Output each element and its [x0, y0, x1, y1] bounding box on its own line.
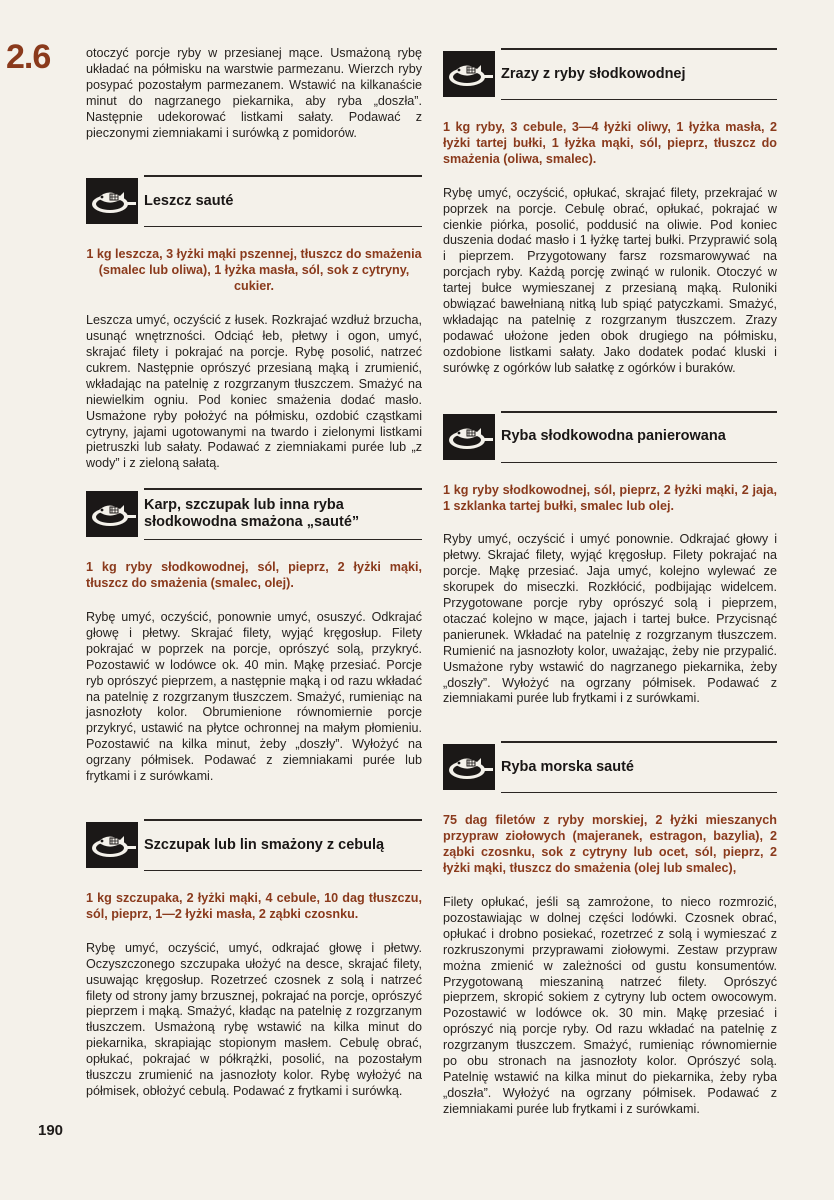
page-number: 190 [38, 1122, 64, 1139]
frying-fish-icon [443, 744, 495, 790]
recipe-heading [86, 173, 422, 229]
frying-fish-icon [443, 51, 495, 97]
recipe-heading [443, 739, 777, 795]
frying-fish-icon [86, 822, 138, 868]
section-number: 2.6 [6, 38, 51, 76]
recipe-ingredients: 1 kg szczupaka, 2 łyżki mąki, 4 cebule, 10 dag tłuszczu, sól, pieprz, 1—2 łyżki masła, 2 ząbki czosnku. [86, 891, 422, 921]
recipe-title: Szczupak lub lin smażony z cebulą [144, 836, 385, 853]
intro-continuation: otoczyć porcje ryby w przesianej mące. Usmażoną rybę układać na półmisku na warstwie parmezanu. Wierzch ryby posypać pozostałym parmezanem. Wstawić na kilkanaście minut do nagrzanego piekarnika, aby ryba „doszła”. Następnie udekorować listkami sałaty. Podawać z pieczonymi ziemniakami i surówką z pomidorów. [86, 46, 422, 140]
recipe-heading [443, 409, 777, 465]
recipe-ingredients: 1 kg leszcza, 3 łyżki mąki pszennej, tłuszcz do smażenia (smalec lub oliwa), 1 łyżka masła, sól, sok z cytryny, cukier. [86, 247, 422, 294]
recipe-method: Rybę umyć, oczyścić, opłukać, skrajać filety, przekrajać w poprzek na porcje. Cebulę obrać, opłukać, pokrajać w cienkie piórka, posolić, poddusić na oliwie. Pod koniec duszenia dodać masło i 1 łyżkę tartej bułki. Przyprawić solą i pieprzem. Przygotowany farsz rozsmarowywać na porcjach ryby. Każdą porcję zwinąć w rulonik. Otoczyć w tartej bułce wymieszanej z przesianą mąką. Ruloniki obwiązać bawełnianą nitką lub spiąć patyczkami. Smażyć, wkładając na patelnię z rozgrzanym tłuszczem. Zrazy podawać ułożone jeden obok drugiego na półmisku, ozdobione listkami sałaty. Jako dodatek podać kluski i surówkę z ogórków lub sałatkę z ogórków i buraków. [443, 185, 777, 375]
frying-fish-icon [443, 414, 495, 460]
recipe-method: Filety opłukać, jeśli są zamrożone, to nieco rozmrozić, pozostawiając w dolnej części lodówki. Czosnek obrać, opłukać i drobno posiekać, rozetrzeć z solą i wymieszać z rozkruszonymi przyprawami ziołowymi. Zestaw przypraw można zmienić w zależności od gustu konsumentów. Przygotowaną mieszaniną natrzeć filety. Oprószyć pieprzem, skropić sokiem z cytryny lub octem owocowym. Pozostawić w lodówce ok. 30 min. Mąkę przesiać i oprószyć nią porcje ryby. Od razu wkładać na patelnię z rozgrzanym tłuszczem. Smażyć, rumieniąc równomiernie po obu stronach na jasnozłoty kolor. Oprószyć solą. Patelnię wstawić na kilka minut do piekarnika, żeby ryba „doszła”. Wyłożyć na ogrzany półmisek. Podawać z ziemniakami purée lub frytkami i z surówkami. [443, 895, 777, 1116]
recipe-ingredients: 1 kg ryby słodkowodnej, sól, pieprz, 2 łyżki mąki, tłuszcz do smażenia (smalec, olej). [86, 560, 422, 591]
right-column [443, 46, 777, 1118]
recipe-method: Rybę umyć, oczyścić, umyć, odkrajać głowę i płetwy. Oczyszczonego szczupaka ułożyć na desce, skrajać filety, usuwając kręgosłup. Rozetrzeć czosnek z solą i natrzeć filety od strony jamy brzusznej, pokrajać na porcje, oprószyć pieprzem i mąką. Smażyć, kładąc na patelnię z rozgrzanym tłuszczem. Usmażoną rybę wstawić na kilka minut do piekarnika, skrapiając stopionym masłem. Cebulę obrać, opłukać, pokrajać w półkrążki, posolić, na pozostałym tłuszczu zrumienić na jasnozłoty kolor. Rybę wyłożyć na półmisek, obłożyć cebulą. Podawać z frytkami i surówką. [86, 940, 422, 1098]
left-column [86, 46, 422, 1100]
recipe-ingredients: 75 dag filetów z ryby morskiej, 2 łyżki mieszanych przypraw ziołowych (majeranek, estragon, bazylia), 2 ząbki czosnku, sok z cytryny lub ocet, sól, pieprz, 2 łyżki mąki, tłuszcz do smażenia (olej lub smalec), [443, 813, 777, 876]
recipe-title: Leszcz sauté [144, 192, 234, 209]
recipe-ingredients: 1 kg ryby, 3 cebule, 3—4 łyżki oliwy, 1 łyżka masła, 2 łyżki tartej bułki, 1 łyżka mąki, sól, pieprz, tłuszcz do smażenia (oliwa, smalec). [443, 120, 777, 166]
frying-fish-icon [86, 178, 138, 224]
recipe-heading [443, 46, 777, 102]
frying-fish-icon [86, 491, 138, 537]
recipe-method: Leszcza umyć, oczyścić z łusek. Rozkrajać wzdłuż brzucha, usunąć wnętrzności. Odciąć łeb, płetwy i ogon, umyć, skrajać filety i pokrajać na porcje. Rybę posolić, natrzeć cukrem. Następnie oprószyć przesianą mąką i zrumienić, wkładając na patelnię z rozgrzanym tłuszczem. Smażyć na niewielkim ogniu. Pod koniec smażenia dodać masło. Usmażone ryby położyć na półmisku, ozdobić cząstkami cytryny, jajami ugotowanymi na twardo i zielonymi listkami pietruszki lub sałaty. Podawać z ziemniakami purée lub „z wody” i z zieloną sałatą. [86, 313, 422, 471]
recipe-heading [86, 486, 422, 542]
recipe-method: Ryby umyć, oczyścić i umyć ponownie. Odkrajać głowy i płetwy. Skrajać filety, wyjąć kręgosłup. Filety pokrajać na porcje. Mąkę przesiać. Jaja umyć, kolejno wylewać ze skorupek do miseczki. Rozkłócić, podbijając widelcem. Przygotowane porcje ryby oprószyć solą i pieprzem, otaczać kolejno w mące, jajach i tartej bułce. Przycisnąć panierunek. Wkładać na patelnię z rozgrzanym tłuszczem. Rumienić na jasnozłoty kolor, uważając, żeby nie przypalić. Usmażone ryby wstawić do nagrzanego piekarnika, żeby „doszły”. Wyłożyć na ogrzany półmisek. Podawać z ziemniakami purée lub frytkami i z surówkami. [443, 532, 777, 706]
recipe-heading [86, 817, 422, 873]
recipe-title: Karp, szczupak lub inna ryba słodkowodna smażona „sauté” [144, 497, 360, 531]
recipe-title: Ryba słodkowodna panierowana [501, 428, 726, 445]
recipe-method: Rybę umyć, oczyścić, ponownie umyć, osuszyć. Odkrajać głowę i płetwy. Skrajać filety, wyjąć kręgosłup. Filety pokrajać w poprzek na porcje, oprószyć solą, przykryć. Pozostawić w lodówce ok. 40 min. Mąkę przesiać. Porcje ryb oprószyć pieprzem, a następnie mąką i od razu wkładać na patelnię z rozgrzanym tłuszczem. Smażyć, rumieniąc na jasnozłoty kolor. Obrumienione równomiernie porcje przykryć, ustawić na płytce ochronnej na małym płomieniu. Pozostawić na kilka minut, żeby „doszły”. Wyłożyć na ogrzany półmisek. Podawać z ziemniakami purée lub frytkami i z surówkami. [86, 610, 422, 784]
recipe-title: Zrazy z ryby słodkowodnej [501, 65, 686, 82]
recipe-ingredients: 1 kg ryby słodkowodnej, sól, pieprz, 2 łyżki mąki, 2 jaja, 1 szklanka tartej bułki, smalec lub olej. [443, 482, 777, 513]
recipe-title: Ryba morska sauté [501, 758, 634, 775]
